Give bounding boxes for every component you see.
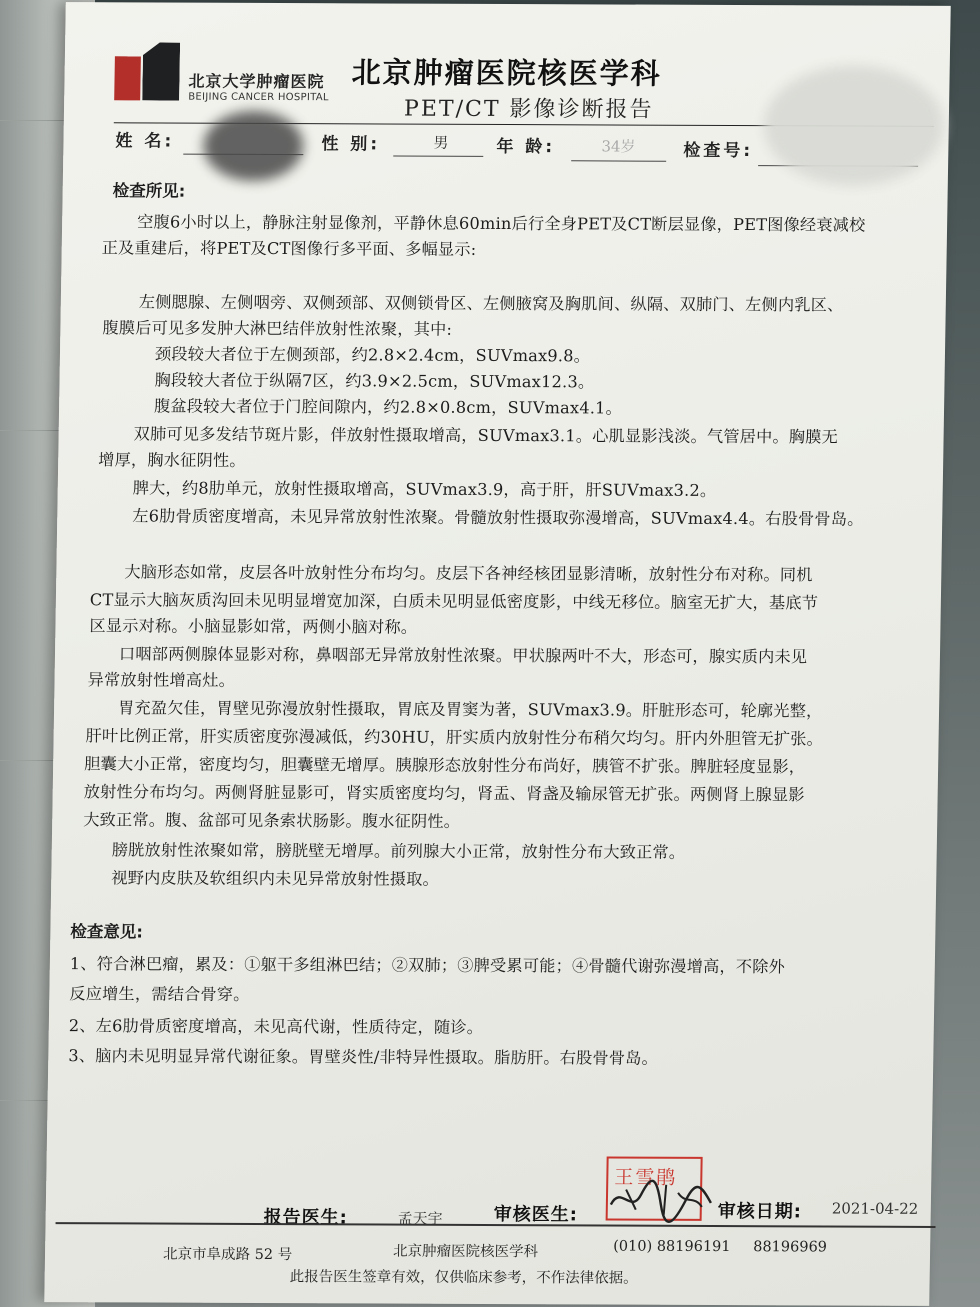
phone-number-1: (010) 88196191	[613, 1238, 731, 1256]
stamp-text: 王雪鹃	[614, 1166, 678, 1189]
findings-line: 左侧腮腺、左侧咽旁、双侧颈部、双侧锁骨区、左侧腋窝及胸肌间、纵隔、双肺门、左侧内乳区、	[138, 292, 844, 315]
review-date: 2021-04-22	[831, 1199, 919, 1218]
report-page	[44, 2, 950, 1306]
handwritten-signature-icon	[606, 1165, 717, 1225]
findings-line: 胸段较大者位于纵隔7区，约3.9×2.5cm，SUVmax12.3。	[154, 370, 595, 392]
review-date-label: 审核日期:	[717, 1200, 803, 1223]
opinion-line: 2、左6肋骨质密度增高，未见高代谢，性质待定，随诊。	[68, 1016, 484, 1037]
redacted-name	[203, 111, 304, 181]
logo-english-name: BEIJING CANCER HOSPITAL	[188, 91, 329, 104]
phone-number-2: 88196969	[753, 1239, 828, 1256]
review-doctor-label: 审核医生:	[493, 1204, 579, 1226]
report-doctor-name: 孟天宇	[397, 1209, 443, 1228]
findings-line: 视野内皮肤及软组织内未见异常放射性摄取。	[111, 868, 440, 889]
findings-line: 放射性分布均匀。两侧肾脏显影可，肾实质密度均匀，肾盂、肾盏及输尿管无扩张。两侧肾上腺显影	[83, 782, 805, 805]
gender-value: 男	[433, 133, 449, 152]
findings-line: 胃充盈欠佳，胃壁见弥漫放射性摄取，胃底及胃窦为著，SUVmax3.9。肝脏形态可，轮廓光整，	[117, 698, 823, 721]
findings-line: 双肺可见多发结节斑片影，伴放射性摄取增高，SUVmax3.1。心肌显影浅淡。气管居中。胸膜无	[133, 424, 839, 447]
findings-line: 大脑形态如常，皮层各叶放射性分布均匀。皮层下各神经核团显影清晰，放射性分布对称。同机	[124, 562, 813, 585]
report-doctor-label: 报告医生:	[263, 1207, 349, 1229]
footer-department: 北京肿瘤医院核医学科	[392, 1243, 539, 1261]
findings-line: 增厚，胸水征阴性。	[98, 450, 246, 470]
age-value: 34岁	[601, 137, 636, 156]
findings-line: 腹盆段较大者位于门腔间隙内，约2.8×0.8cm，SUVmax4.1。	[153, 396, 623, 418]
opinion-line: 反应增生，需结合骨穿。	[69, 984, 250, 1004]
findings-line: 区显示对称。小脑显影如常，两侧小脑对称。	[89, 616, 418, 637]
findings-line: CT显示大脑灰质沟回未见明显增宽加深，白质未见明显低密度影，中线无移位。脑室无扩大，基底节	[89, 590, 819, 613]
logo-chinese-name: 北京大学肿瘤医院	[188, 71, 325, 92]
findings-line: 肝叶比例正常，肝实质密度弥漫减低，约30HU，肝实质内放射性分布稍欠均匀。肝内外胆管无扩张。	[85, 726, 824, 749]
hospital-logo-icon	[114, 42, 180, 100]
findings-heading: 检查所见:	[112, 181, 186, 201]
findings-line: 口咽部两侧腺体显影对称，鼻咽部无异常放射性浓聚。甲状腺两叶不大，形态可，腺实质内未见	[118, 644, 808, 667]
hospital-department-title: 北京肿瘤医院核医学科	[351, 55, 662, 91]
findings-line: 颈段较大者位于左侧颈部，约2.8×2.4cm，SUVmax9.8。	[154, 344, 591, 366]
findings-line: 脾大，约8肋单元，放射性摄取增高，SUVmax3.9，高于肝，肝SUVmax3.2。	[132, 478, 717, 500]
report-title: PET/CT 影像诊断报告	[403, 96, 654, 123]
findings-line: 正及重建后，将PET及CT图像行多平面、多幅显示:	[101, 238, 477, 259]
opinion-heading: 检查意见:	[70, 922, 144, 942]
age-label: 年 龄:	[496, 136, 556, 158]
hospital-address: 北京市阜成路 52 号	[162, 1246, 293, 1264]
opinion-line: 3、脑内未见明显异常代谢征象。胃壁炎性/非特异性摄取。脂肪肝。右股骨骨岛。	[68, 1046, 659, 1068]
findings-line: 大致正常。腹、盆部可见条索状肠影。腹水征阴性。	[83, 810, 461, 831]
findings-line: 异常放射性增高灶。	[87, 670, 236, 690]
findings-line: 左6肋骨质密度增高，未见异常放射性浓聚。骨髓放射性摄取弥漫增高，SUVmax4.4。右股骨骨岛。	[132, 506, 864, 529]
findings-line: 膀胱放射性浓聚如常，膀胱壁无增厚。前列腺大小正常，放射性分布大致正常。	[111, 840, 686, 862]
opinion-line: 1、符合淋巴瘤，累及：①躯干多组淋巴结；②双肺；③脾受累可能；④骨髓代谢弥漫增高，不除外	[69, 954, 786, 977]
findings-line: 空腹6小时以上，静脉注射显像剂，平静休息60min后行全身PET及CT断层显像，PET图像经衰减校	[137, 212, 866, 235]
exam-no-label: 检查号:	[683, 140, 754, 162]
findings-line: 胆囊大小正常，密度均匀，胆囊壁无增厚。胰腺形态放射性分布尚好，胰管不扩张。脾脏轻度显影，	[84, 754, 806, 777]
gender-label: 性 别:	[321, 134, 381, 155]
redacted-exam-no	[763, 65, 945, 186]
findings-line: 腹膜后可见多发肿大淋巴结伴放射性浓聚，其中:	[102, 318, 453, 339]
name-label: 姓 名:	[115, 131, 175, 152]
disclaimer-note: 此报告医生签章有效，仅供临床参考，不作法律依据。	[289, 1269, 638, 1287]
